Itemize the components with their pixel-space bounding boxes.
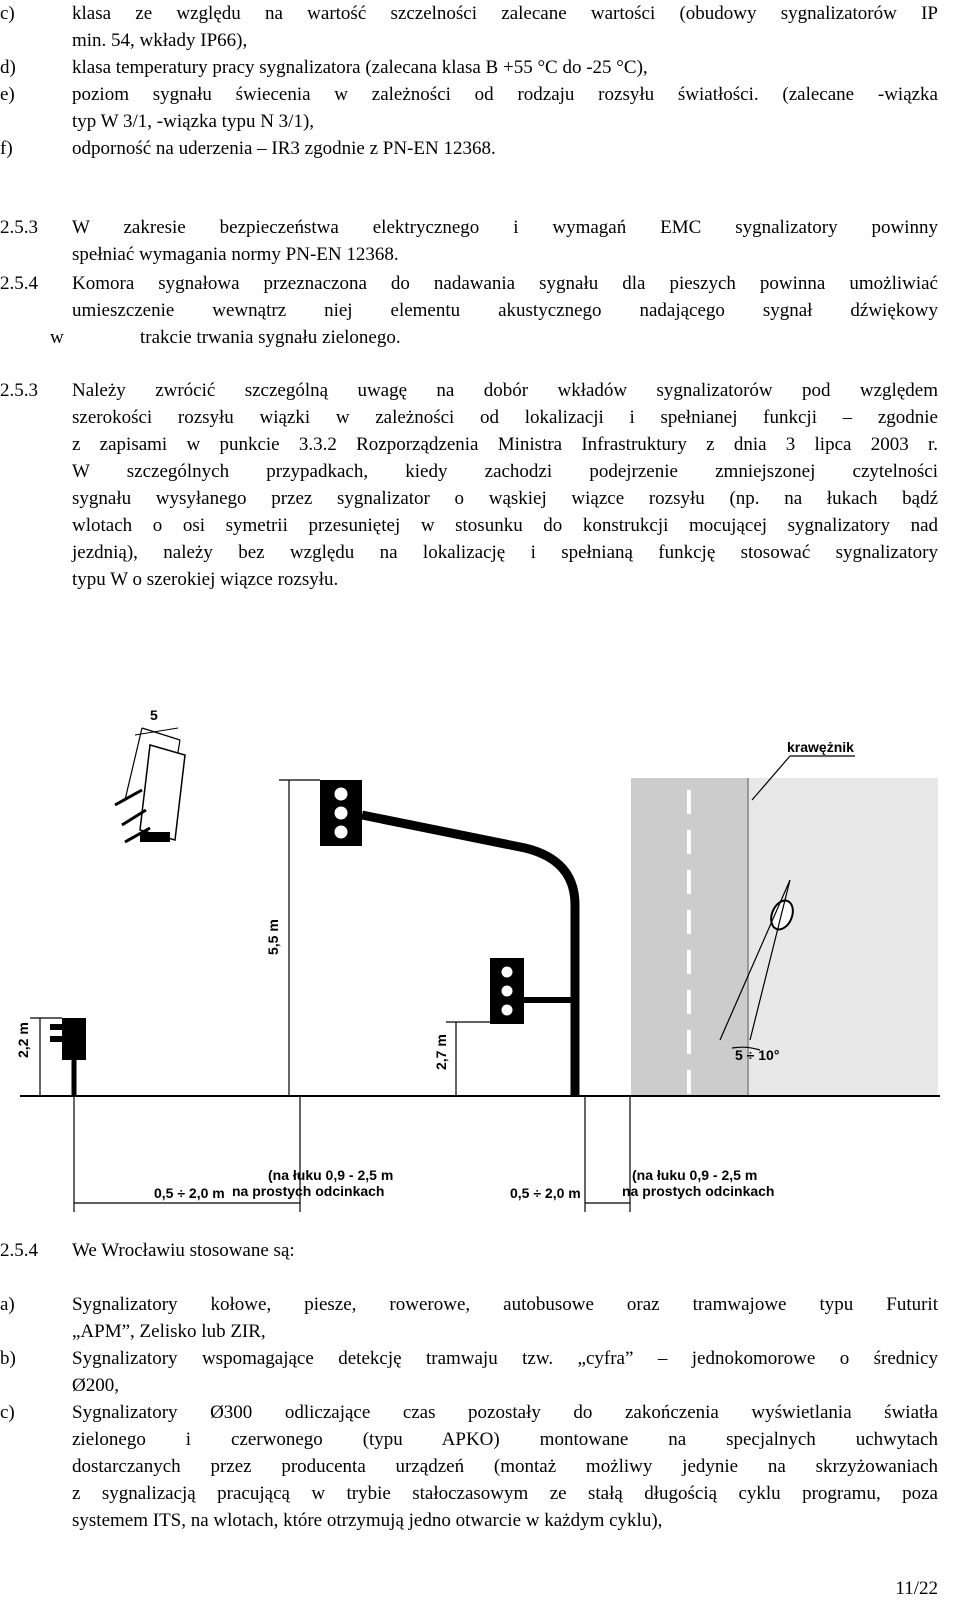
- list-line: Sygnalizatory Ø300 odliczające czas pozostały do zakończenia wyświetlania światła: [72, 1402, 938, 1423]
- list-line: min. 54, wkłady IP66),: [72, 30, 248, 51]
- height-label-2-2: 2,2 m: [15, 1022, 31, 1058]
- section-line: z zapisami w punkcie 3.3.2 Rozporządzenia Ministra Infrastruktury z dnia 3 lipca 2003 r.: [72, 434, 938, 455]
- list-item-e-top-cont: [0, 108, 960, 136]
- section-line-row: [0, 431, 960, 459]
- list-item-a-bottom: [0, 1291, 960, 1319]
- section-number: 2.5.3: [0, 380, 38, 401]
- list-line: systemem ITS, na wlotach, które otrzymują jedno otwarcie w każdym cyklu),: [72, 1510, 663, 1531]
- section-line: typu W o szerokiej wiązce rozsyłu.: [72, 569, 339, 590]
- list-item-d-top: [0, 54, 960, 82]
- section-number: 2.5.3: [0, 217, 38, 238]
- angle-label-left: 5: [150, 707, 158, 723]
- section-number: 2.5.4: [0, 1240, 38, 1261]
- list-line-row: [0, 1507, 960, 1535]
- section-line: wlotach o osi symetrii przesuniętej w stosunku do konstrukcji mocującej sygnalizatory nad: [72, 515, 938, 536]
- section-2-5-3-a: [0, 214, 960, 242]
- section-2-5-4-a-cont2: [0, 324, 960, 352]
- section-line: Komora sygnałowa przeznaczona do nadawania sygnału dla pieszych powinna umożliwiać: [72, 273, 938, 294]
- distance-label-left: 0,5 ÷ 2,0 m: [154, 1185, 225, 1201]
- section-line-row: [0, 539, 960, 567]
- angle-label-right: 5 ÷ 10°: [735, 1047, 780, 1063]
- section-2-5-3-b: [0, 377, 960, 405]
- list-line: Sygnalizatory kołowe, piesze, rowerowe, autobusowe oraz tramwajowe typu Futurit: [72, 1294, 938, 1315]
- list-line-row: [0, 1318, 960, 1346]
- list-line: poziom sygnału świecenia w zależności od rodzaju rozsyłu światłości. (zalecane -wiązka: [72, 84, 938, 105]
- list-line: Sygnalizatory wspomagające detekcję tramwaju tzw. „cyfra” – jednokomorowe o średnicy: [72, 1348, 938, 1369]
- list-item-c-top: [0, 0, 960, 28]
- list-label: c): [0, 3, 15, 24]
- list-line-row: [0, 1480, 960, 1508]
- section-2-5-3-a-cont: [0, 241, 960, 269]
- tilted-signal-icon: [115, 728, 185, 842]
- section-line: Należy zwrócić szczególną uwagę na dobór wkładów sygnalizatorów pod względem: [72, 380, 938, 401]
- section-2-5-4-a-cont: [0, 297, 960, 325]
- section-line: trakcie trwania sygnału zielonego.: [140, 327, 401, 348]
- curve-note-left-1: (na łuku 0,9 - 2,5 m: [268, 1167, 394, 1183]
- list-item-f-top: [0, 135, 960, 163]
- section-2-5-4-a: [0, 270, 960, 298]
- traffic-signal-diagram: [0, 700, 960, 1240]
- list-item-e-top: [0, 81, 960, 109]
- section-line-row: [0, 404, 960, 432]
- section-2-5-4-b: [0, 1237, 960, 1265]
- list-item-b-bottom: [0, 1345, 960, 1373]
- mast-arm: [362, 815, 575, 1096]
- list-item-c-bottom: [0, 1399, 960, 1427]
- list-line-row: [0, 1426, 960, 1454]
- curve-note-right-2: na prostych odcinkach: [622, 1183, 775, 1199]
- section-line: umieszczenie wewnątrz niej elementu akustycznego nadającego sygnał dźwiękowy: [72, 300, 938, 321]
- list-line-row: [0, 1372, 960, 1400]
- list-label: b): [0, 1348, 16, 1369]
- curve-note-left-2: na prostych odcinkach: [232, 1183, 385, 1199]
- section-number: 2.5.4: [0, 273, 38, 294]
- section-line-row: [0, 458, 960, 486]
- list-line: klasa temperatury pracy sygnalizatora (zalecana klasa B +55 °C do -25 °C),: [72, 57, 648, 78]
- section-line-row: [0, 512, 960, 540]
- section-line: W zakresie bezpieczeństwa elektrycznego i wymagań EMC sygnalizatory powinny: [72, 217, 938, 238]
- list-label: e): [0, 84, 15, 105]
- curb-label: krawężnik: [787, 739, 854, 755]
- list-item-c-top-cont: [0, 27, 960, 55]
- section-line: jezdnią), należy bez względu na lokalizację i spełnianą funkcję stosować sygnalizatory: [72, 542, 938, 563]
- section-line-row: [0, 566, 960, 594]
- curve-note-right-1: (na łuku 0,9 - 2,5 m: [632, 1167, 758, 1183]
- list-line: Ø200,: [72, 1375, 119, 1396]
- list-line: typ W 3/1, -wiązka typu N 3/1),: [72, 111, 315, 132]
- list-label: f): [0, 138, 13, 159]
- list-label: a): [0, 1294, 15, 1315]
- list-line: dostarczanych przez producenta urządzeń (montaż możliwy jedynie na skrzyżowaniach: [72, 1456, 938, 1477]
- section-title: We Wrocławiu stosowane są:: [72, 1240, 295, 1261]
- list-line-row: [0, 1453, 960, 1481]
- section-line: sygnału wysyłanego przez sygnalizator o wąskiej wiązce rozsyłu (np. na łukach bądź: [72, 488, 938, 509]
- list-label: d): [0, 57, 16, 78]
- list-line: klasa ze względu na wartość szczelności zalecane wartości (obudowy sygnalizatorów IP: [72, 3, 938, 24]
- height-label-2-7: 2,7 m: [433, 1034, 449, 1070]
- list-label: c): [0, 1402, 15, 1423]
- height-label-5-5: 5,5 m: [265, 919, 281, 955]
- section-line-row: [0, 485, 960, 513]
- list-line: z sygnalizacją pracującą w trybie stałoczasowym ze stałą długością cyklu programu, poza: [72, 1483, 938, 1504]
- section-word: w: [50, 327, 64, 348]
- list-line: „APM”, Zelisko lub ZIR,: [72, 1321, 266, 1342]
- section-line: szerokości rozsyłu wiązki w zależności od lokalizacji i spełnianej funkcji – zgodnie: [72, 407, 938, 428]
- list-line: zielonego i czerwonego (typu APKO) montowane na specjalnych uchwytach: [72, 1429, 938, 1450]
- distance-label-right: 0,5 ÷ 2,0 m: [510, 1185, 581, 1201]
- section-line: spełniać wymagania normy PN-EN 12368.: [72, 244, 399, 265]
- low-signal-icon: [50, 1018, 86, 1096]
- section-line: W szczególnych przypadkach, kiedy zachodzi podejrzenie zmniejszonej czytelności: [72, 461, 938, 482]
- list-line: odporność na uderzenia – IR3 zgodnie z PN-EN 12368.: [72, 138, 496, 159]
- page-number: 11/22: [895, 1578, 938, 1599]
